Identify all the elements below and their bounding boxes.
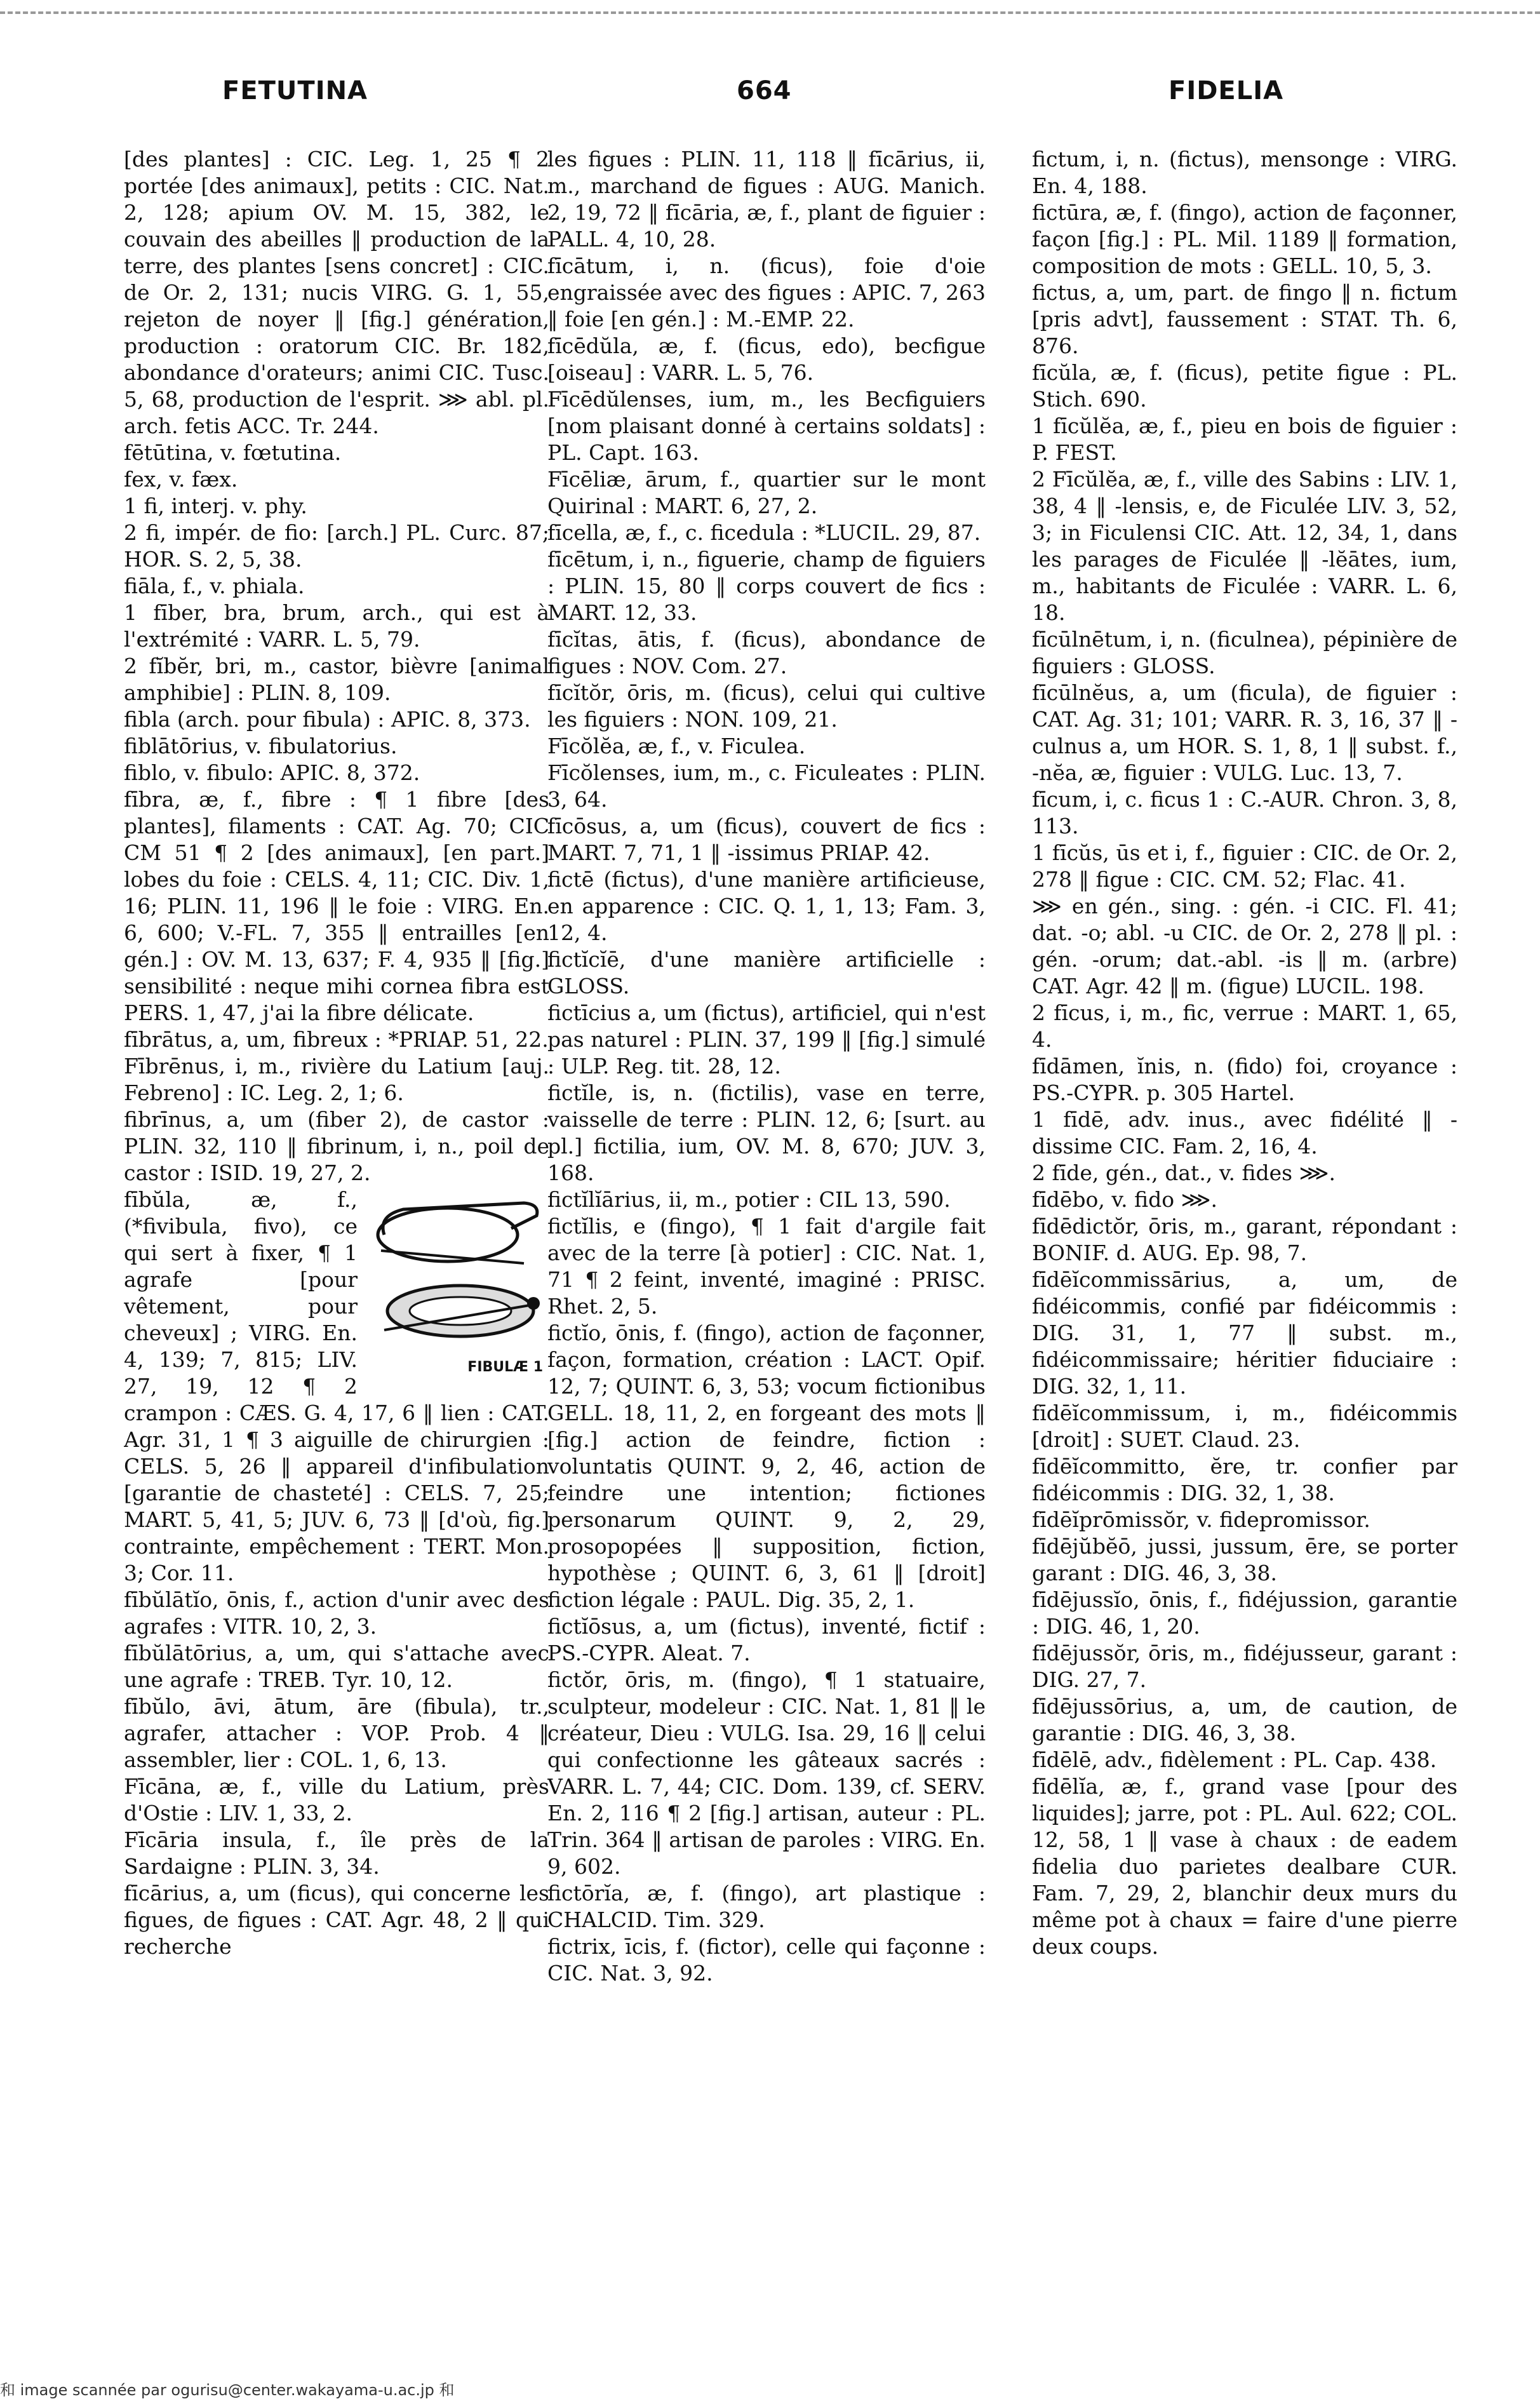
entry: fīcĭtŏr, ōris, m. (ficus), celui qui cultive les figuiers : NON. 109, 21.: [547, 680, 986, 732]
entry: fīcella, æ, f., c. ficedula : *LUCIL. 29, 87.: [547, 520, 981, 545]
entry: fictūra, æ, f. (fingo), action de façonner, façon [fig.] : PL. Mil. 1189 ‖ formation, composition de mots : GELL. 10, 5, 3.: [1032, 200, 1457, 278]
entry: fētūtina, v. fœtutina.: [124, 440, 342, 465]
entry: fictĭo, ōnis, f. (fingo), action de façonner, façon, formation, création : LACT. Opif. 12, 7; QUINT. 6, 3, 53; vocum fictionibus GELL. 18, 11, 2, en forgeant des mots ‖ [fig.] action de feindre, fiction : voluntatis QUINT. 9, 2, 46, action de feindre une intention; fictiones personarum QUINT. 9, 2, 29, prosopopées ‖ supposition, fiction, hypothèse ; QUINT. 6, 3, 61 ‖ [droit] fiction légale : PAUL. Dig. 35, 2, 1.: [547, 1321, 986, 1612]
column-1: [124, 146, 549, 2331]
entry: fīcŭla, æ, f. (ficus), petite figue : PL. Stich. 690.: [1032, 360, 1457, 412]
entry: fīcētum, i, n., figuerie, champ de figuiers : PLIN. 15, 80 ‖ corps couvert de fics : MART. 12, 33.: [547, 547, 986, 625]
entry: fīdējussŏr, ōris, m., fidéjusseur, garant : DIG. 27, 7.: [1032, 1641, 1457, 1692]
entry: fībrātus, a, um, fibreux : *PRIAP. 51, 22.: [124, 1027, 549, 1052]
entry: fīdējussōrius, a, um, de caution, de garantie : DIG. 46, 3, 38.: [1032, 1694, 1457, 1745]
entry: 2 Fīcŭlĕa, æ, f., ville des Sabins : LIV. 1, 38, 4 ‖ -lensis, e, de Ficulée LIV. 3, 52, 3; in Ficulensi CIC. Att. 12, 34, 1, dans les parages de Ficulée ‖ -lĕātes, ium, m., habitants de Ficulée : VARR. L. 6, 18.: [1032, 467, 1457, 625]
entry: fictŏr, ōris, m. (fingo), ¶ 1 statuaire, sculpteur, modeleur : CIC. Nat. 1, 81 ‖ le créateur, Dieu : VULG. Isa. 29, 16 ‖ celui qui confectionne les gâteaux sacrés : VARR. L. 7, 44; CIC. Dom. 139, cf. SERV. En. 2, 116 ¶ 2 [fig.] artisan, auteur : PL. Trin. 364 ‖ artisan de paroles : VIRG. En. 9, 602.: [547, 1667, 986, 1879]
entry: fibla (arch. pour fibula) : APIC. 8, 373.: [124, 707, 531, 732]
entry: fīcātum, i, n. (ficus), foie d'oie engraissée avec des figues : APIC. 7, 263 ‖ foie [en gén.] : M.-EMP. 22.: [547, 253, 986, 332]
entry: fīcum, i, c. ficus 1 : C.-AUR. Chron. 3, 8, 113.: [1032, 787, 1457, 838]
entry: fībŭlātōrius, a, um, qui s'attache avec une agrafe : TREB. Tyr. 10, 12.: [124, 1641, 549, 1692]
entry: fībra, æ, f., fibre : ¶ 1 fibre [des plantes], filaments : CAT. Ag. 70; CIC CM 51 ¶ 2 [des animaux], [en part.] lobes du foie : CELS. 4, 11; CIC. Div. 1, 16; PLIN. 11, 196 ‖ le foie : VIRG. En. 6, 600; V.-FL. 7, 355 ‖ entrailles [en gén.] : OV. M. 13, 637; F. 4, 935 ‖ [fig.] sensibilité : neque mihi cornea fibra est PERS. 1, 47, j'ai la fibre délicate.: [124, 787, 549, 1025]
entry: fictum, i, n. (fictus), mensonge : VIRG. En. 4, 188.: [1032, 147, 1457, 198]
entry: fictōrĭa, æ, f. (fingo), art plastique : CHALCID. Tim. 329.: [547, 1881, 986, 1932]
entry: Fībrēnus, i, m., rivière du Latium [auj. Febreno] : IC. Leg. 2, 1; 6.: [124, 1054, 549, 1105]
entry: fīdēĭcommissārius, a, um, de fidéicommis, confié par fidéicommis : DIG. 31, 1, 77 ‖ subst. m., fidéicommissaire; héritier fiduciaire : DIG. 32, 1, 11.: [1032, 1267, 1457, 1399]
entry: 1 fīcŭlĕa, æ, f., pieu en bois de figuier : P. FEST.: [1032, 413, 1457, 465]
entry: fībŭlātĭo, ōnis, f., action d'unir avec des agrafes : VITR. 10, 2, 3.: [124, 1587, 549, 1639]
entry: 2 fi, impér. de fio: [arch.] PL. Curc. 87; HOR. S. 2, 5, 38.: [124, 520, 549, 572]
entry: 1 fi, interj. v. phy.: [124, 494, 307, 518]
entry: fictrix, īcis, f. (fictor), celle qui façonne : CIC. Nat. 3, 92.: [547, 1934, 986, 1986]
entry: les figues : PLIN. 11, 118 ‖ fīcārius, ii, m., marchand de figues : AUG. Manich. 2, 19, 72 ‖ fīcāria, æ, f., plant de figuier : PALL. 4, 10, 28.: [547, 147, 986, 252]
entry: fex, v. fæx.: [124, 467, 238, 492]
entry: Fīcāria insula, f., île près de la Sardaigne : PLIN. 3, 34.: [124, 1827, 549, 1879]
entry: fīdējussĭo, ōnis, f., fidéjussion, garantie : DIG. 46, 1, 20.: [1032, 1587, 1457, 1639]
entry: fīcĭtas, ātis, f. (ficus), abondance de figues : NOV. Com. 27.: [547, 627, 986, 678]
entry: 1 fīdē, adv. inus., avec fidélité ‖ -dissime CIC. Fam. 2, 16, 4.: [1032, 1107, 1457, 1159]
running-head-right: FIDELIA: [1168, 76, 1284, 105]
column-3: [1032, 146, 1457, 2331]
entry: 2 fĭbĕr, bri, m., castor, bièvre [animal amphibie] : PLIN. 8, 109.: [124, 654, 549, 705]
entry: fictĭlis, e (fingo), ¶ 1 fait d'argile fait avec de la terre [à potier] : CIC. Nat. 1, 71 ¶ 2 feint, inventé, imaginé : PRISC. Rhet. 2, 5.: [547, 1214, 986, 1319]
entry: Fīcŏlĕa, æ, f., v. Ficulea.: [547, 734, 806, 758]
running-head-left: FETUTINA: [222, 76, 368, 105]
entry: fictĭlĭārius, ii, m., potier : CIL 13, 590.: [547, 1187, 951, 1212]
entry: fīcūlnētum, i, n. (ficulnea), pépinière de figuiers : GLOSS.: [1032, 627, 1457, 678]
entry: fiblo, v. fibulo: APIC. 8, 372.: [124, 760, 420, 785]
entry: fīdēlē, adv., fidèlement : PL. Cap. 438.: [1032, 1747, 1437, 1772]
entry: fictĭle, is, n. (fictilis), vase en terre, vaisselle de terre : PLIN. 12, 6; [surt. au pl.] fictilia, ium, OV. M. 8, 670; JUV. 3, 168.: [547, 1080, 986, 1185]
entry: fictē (fictus), d'une manière artificieuse, en apparence : CIC. Q. 1, 1, 13; Fam. 3, 12, 4.: [547, 867, 986, 945]
fibula-illustration: [365, 1190, 549, 1381]
entry: fibrīnus, a, um (fiber 2), de castor : PLIN. 32, 110 ‖ fibrinum, i, n., poil de castor : ISID. 19, 27, 2.: [124, 1107, 549, 1185]
entry: Fīcēdŭlenses, ium, m., les Becfiguiers [nom plaisant donné à certains soldats] : PL. Capt. 163.: [547, 387, 986, 465]
top-edge-rule: [0, 11, 1540, 14]
entry: fībŭla, æ, f., (*fivibula, fivo), ce qui sert à fixer, ¶ 1 agrafe [pour vêtement, pour cheveux] ; VIRG. En. 4, 139; 7, 815; LIV. 27, 19, 12 ¶ 2 crampon : CÆS. G. 4, 17, 6 ‖ lien : CAT. Agr. 31, 1 ¶ 3 aiguille de chirurgien : CELS. 5, 26 ‖ appareil d'infibulation [garantie de chasteté] : CELS. 7, 25; MART. 5, 41, 5; JUV. 6, 73 ‖ [d'où, fig.] contrainte, empêchement : TERT. Mon. 3; Cor. 11.: [124, 1187, 549, 1585]
entry: fictus, a, um, part. de fingo ‖ n. fictum [pris advt], faussement : STAT. Th. 6, 876.: [1032, 280, 1457, 358]
entry: fīdēĭcommitto, ĕre, tr. confier par fidéicommis : DIG. 32, 1, 38.: [1032, 1454, 1457, 1505]
entry: 2 fīde, gén., dat., v. fides ⋙.: [1032, 1160, 1336, 1185]
entry: Fīcŏlenses, ium, m., c. Ficuleates : PLIN. 3, 64.: [547, 760, 986, 812]
entry: fīcūlnĕus, a, um (ficula), de figuier : CAT. Ag. 31; 101; VARR. R. 3, 16, 37 ‖ -culnus a, um HOR. S. 1, 8, 1 ‖ subst. f., -nĕa, æ, figuier : VULG. Luc. 13, 7.: [1032, 680, 1457, 785]
entry: fictĭcĭē, d'une manière artificielle : GLOSS.: [547, 947, 986, 998]
entry: [des plantes] : CIC. Leg. 1, 25 ¶ 2 portée [des animaux], petits : CIC. Nat. 2, 128; apium OV. M. 15, 382, le couvain des abeilles ‖ production de la terre, des plantes [sens concret] : CIC. de Or. 2, 131; nucis VIRG. G. 1, 55, rejeton de noyer ‖ [fig.] génération, production : oratorum CIC. Br. 182, abondance d'orateurs; animi CIC. Tusc. 5, 68, production de l'esprit. ⋙ abl. pl. arch. fetis ACC. Tr. 244.: [124, 147, 549, 438]
column-2: [547, 146, 986, 2331]
entry: Fīcāna, æ, f., ville du Latium, près d'Ostie : LIV. 1, 33, 2.: [124, 1774, 549, 1825]
entry: 1 fīcŭs, ūs et i, f., figuier : CIC. de Or. 2, 278 ‖ figue : CIC. CM. 52; Flac. 41.: [1032, 840, 1457, 892]
entry: fīdāmen, ĭnis, n. (fido) foi, croyance : PS.-CYPR. p. 305 Hartel.: [1032, 1054, 1457, 1105]
entry: fīdēdictŏr, ōris, m., garant, répondant : BONIF. d. AUG. Ep. 98, 7.: [1032, 1214, 1457, 1265]
entry: fictĭōsus, a, um (fictus), inventé, fictif : PS.-CYPR. Aleat. 7.: [547, 1614, 986, 1665]
entry: fīdēĭcommissum, i, m., fidéicommis [droit] : SUET. Claud. 23.: [1032, 1401, 1457, 1452]
entry: fīcōsus, a, um (ficus), couvert de fics : MART. 7, 71, 1 ‖ -issimus PRIAP. 42.: [547, 814, 986, 865]
figure-caption: FIBULÆ 1: [467, 1359, 543, 1375]
entry: 2 fīcus, i, m., fic, verrue : MART. 1, 65, 4.: [1032, 1000, 1457, 1052]
entry: ⋙ en gén., sing. : gén. -i CIC. Fl. 41; dat. -o; abl. -u CIC. de Or. 2, 278 ‖ pl. : gén. -orum; dat.-abl. -is ‖ m. (arbre) CAT. Agr. 42 ‖ m. (figue) LUCIL. 198.: [1032, 894, 1457, 998]
page-number: 664: [737, 76, 792, 105]
entry: Fīcēliæ, ārum, f., quartier sur le mont Quirinal : MART. 6, 27, 2.: [547, 467, 986, 518]
entry: fiblātōrius, v. fibulatorius.: [124, 734, 398, 758]
entry: fictīcius a, um (fictus), artificiel, qui n'est pas naturel : PLIN. 37, 199 ‖ [fig.] simulé : ULP. Reg. tit. 28, 12.: [547, 1000, 986, 1079]
entry: fiāla, f., v. phiala.: [124, 574, 305, 598]
entry: fīdēlĭa, æ, f., grand vase [pour des liquides]; jarre, pot : PL. Aul. 622; COL. 12, 58, 1 ‖ vase à chaux : de eadem fidelia duo parietes dealbare CUR. Fam. 7, 29, 2, blanchir deux murs du même pot à chaux = faire d'une pierre deux coups.: [1032, 1774, 1457, 1959]
entry: fīdēĭprōmissŏr, v. fidepromissor.: [1032, 1507, 1370, 1532]
entry: fīcārius, a, um (ficus), qui concerne les figues, de figues : CAT. Agr. 48, 2 ‖ qui recherche: [124, 1881, 549, 1959]
entry: fībŭlo, āvi, ātum, āre (fibula), tr., agrafer, attacher : VOP. Prob. 4 ‖ assembler, lier : COL. 1, 6, 13.: [124, 1694, 549, 1772]
fibula-drawing: [365, 1190, 549, 1355]
entry: 1 fīber, bra, brum, arch., qui est à l'extrémité : VARR. L. 5, 79.: [124, 600, 549, 652]
scan-credit-footer: 和 image scannée par ogurisu@center.wakayama-u.ac.jp 和: [0, 2381, 455, 2399]
entry: fīcēdŭla, æ, f. (ficus, edo), becfigue [oiseau] : VARR. L. 5, 76.: [547, 333, 986, 385]
entry: fīdēbo, v. fido ⋙.: [1032, 1187, 1218, 1212]
entry: fīdējŭbĕō, jussi, jussum, ēre, se porter garant : DIG. 46, 3, 38.: [1032, 1534, 1457, 1585]
